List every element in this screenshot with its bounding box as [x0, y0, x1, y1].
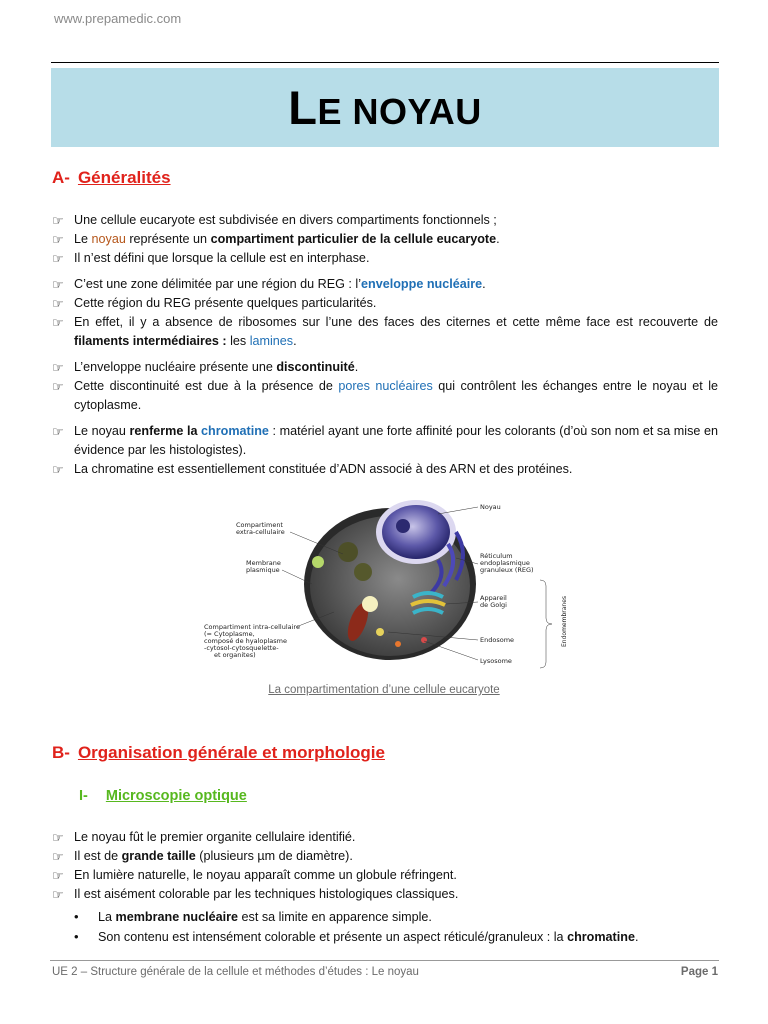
bold-term: discontinuité: [276, 360, 355, 374]
pointing-hand-icon: ☞: [52, 424, 64, 439]
bullet-text: Le: [74, 232, 92, 246]
bullet-text: Une cellule eucaryote est subdivisée en divers compartiments fonctionnels ;: [74, 213, 497, 227]
bullet-text: Il est aisément colorable par les techniques histologiques classiques.: [74, 887, 459, 901]
pointing-hand-icon: ☞: [52, 232, 64, 247]
bullet-text: .: [634, 930, 639, 944]
bullet-text: En lumière naturelle, le noyau apparaît comme un globule réfringent.: [74, 868, 457, 882]
pointing-hand-icon: ☞: [52, 315, 64, 330]
list-item: [52, 828, 718, 847]
pointing-hand-icon: ☞: [52, 849, 64, 864]
cell-diagram-figure: [198, 492, 578, 680]
label-intra: et organites): [214, 651, 256, 659]
site-url[interactable]: www.prepamedic.com: [54, 11, 182, 26]
list-item: [72, 907, 718, 927]
label-compartiment-extra: extra-cellulaire: [236, 528, 285, 536]
bullet-text: L’enveloppe nucléaire présente une: [74, 360, 277, 374]
section-a-letter: A-: [52, 168, 70, 187]
label-reg: endoplasmique: [480, 559, 530, 567]
pointing-hand-icon: ☞: [52, 296, 64, 311]
bold-term: chromatine: [567, 930, 635, 944]
page-title: [288, 80, 481, 135]
list-item: [52, 885, 718, 904]
title-rest: E NOYAU: [317, 91, 482, 132]
section-b-dot-list: [72, 907, 718, 947]
bullet-text: .: [354, 360, 359, 374]
bullet-text: représente un: [125, 232, 211, 246]
section-a-bullet-list: [52, 211, 718, 479]
pointing-hand-icon: ☞: [52, 360, 64, 375]
bullet-text: La chromatine est essentiellement constituée d’ADN associé à des ARN et des protéines.: [74, 462, 573, 476]
bullet-text: .: [496, 232, 500, 246]
bold-term: filaments intermédiaires :: [74, 334, 227, 348]
section-b-title: Organisation générale et morphologie: [77, 743, 385, 762]
bullet-text: Cette région du REG présente quelques particularités.: [74, 296, 377, 310]
section-b-bullet-list: [52, 828, 718, 904]
subsection-b1-numeral: I-: [79, 788, 88, 804]
bullet-text: : matériel ayant une forte affinité pour les colorants (d’où son nom et sa mise en évidence par les histologistes).: [74, 424, 718, 457]
section-a-heading: [52, 168, 171, 188]
bullet-text: les: [226, 334, 250, 348]
label-intra: -cytosol-cytosquelette-: [204, 644, 279, 652]
bullet-text: est sa limite en apparence simple.: [238, 910, 432, 924]
footer-title: UE 2 – Structure générale de la cellule et méthodes d’études : Le noyau: [52, 966, 419, 978]
list-item: [52, 249, 718, 268]
keyword-pores: pores nucléaires: [338, 379, 433, 393]
pointing-hand-icon: ☞: [52, 830, 64, 845]
label-reg: granuleux (REG): [480, 566, 534, 574]
title-divider: [51, 62, 719, 63]
list-item: [72, 927, 718, 947]
bullet-text: C’est une zone délimitée par une région du REG : l’: [74, 277, 362, 291]
subsection-b1-heading: [79, 788, 247, 804]
bullet-text: Il n’est défini que lorsque la cellule est en interphase.: [74, 251, 370, 265]
label-endosome: Endosome: [480, 636, 515, 644]
nucleus-shape: [382, 505, 450, 559]
bullet-text: qui contrôlent les échanges entre le noyau et le cytoplasme.: [74, 379, 718, 412]
bullet-text: Son contenu est intensément colorable et présente un aspect réticulé/granuleux : la: [98, 930, 568, 944]
bold-term: grande taille: [121, 849, 196, 863]
bold-term: renferme la: [129, 424, 198, 438]
label-membrane: Membrane: [246, 559, 281, 567]
bullet-text: Le noyau: [74, 424, 130, 438]
list-item: [52, 847, 718, 866]
label-membrane: plasmique: [246, 566, 280, 574]
list-item: [52, 294, 718, 313]
list-item: [52, 275, 718, 294]
nucleolus-shape: [396, 519, 410, 533]
bullet-text: .: [293, 334, 297, 348]
label-golgi: Appareil: [480, 594, 507, 602]
footer-divider: [50, 960, 719, 961]
label-compartiment-extra: Compartiment: [236, 521, 283, 529]
bullet-text: (plusieurs µm de diamètre).: [195, 849, 353, 863]
title-first-letter: L: [288, 81, 318, 134]
bold-term: compartiment particulier de la cellule eucaryote: [210, 232, 497, 246]
bullet-text: Le noyau fût le premier organite cellulaire identifié.: [74, 830, 356, 844]
bullet-text: En effet, il y a absence de ribosomes sur l’une des faces des citernes et cette même face est recouverte de: [74, 315, 718, 329]
title-block: [51, 62, 719, 147]
list-item: [52, 230, 718, 249]
pointing-hand-icon: ☞: [52, 213, 64, 228]
label-intra: composé de hyaloplasme: [204, 637, 287, 645]
label-noyau: Noyau: [480, 503, 501, 511]
title-band: [51, 68, 719, 147]
label-endomembranes: Endomembranes: [561, 595, 568, 647]
pointing-hand-icon: ☞: [52, 868, 64, 883]
label-intra: Compartiment intra-cellulaire: [204, 623, 300, 631]
list-item: [52, 866, 718, 885]
label-golgi: de Golgi: [480, 601, 507, 609]
pointing-hand-icon: ☞: [52, 887, 64, 902]
pointing-hand-icon: ☞: [52, 379, 64, 394]
bullet-text: La: [98, 910, 116, 924]
pointing-hand-icon: ☞: [52, 277, 64, 292]
bullet-dot-icon: •: [74, 929, 79, 944]
bullet-text: Il est de: [74, 849, 122, 863]
label-lysosome: Lysosome: [480, 657, 512, 665]
bold-term: membrane nucléaire: [115, 910, 239, 924]
section-b-letter: B-: [52, 743, 70, 762]
keyword-lamines: lamines: [249, 334, 294, 348]
figure-caption: La compartimentation d’une cellule eucaryote: [268, 684, 500, 696]
label-intra: (= Cytoplasme,: [204, 630, 255, 638]
keyword-chromatine: chromatine: [201, 424, 269, 438]
bullet-text: Cette discontinuité est due à la présence de: [74, 379, 339, 393]
list-item: [52, 422, 718, 460]
keyword-noyau: noyau: [91, 232, 126, 246]
subsection-b1-title: Microscopie optique: [105, 788, 247, 804]
section-b-heading: [52, 743, 385, 763]
label-reg: Réticulum: [480, 552, 513, 560]
bullet-dot-icon: •: [74, 909, 79, 924]
list-item: [52, 211, 718, 230]
list-item: [52, 358, 718, 377]
keyword-enveloppe: enveloppe nucléaire: [361, 277, 483, 291]
page-number: Page 1: [680, 966, 718, 978]
pointing-hand-icon: ☞: [52, 462, 64, 477]
list-item: [52, 377, 718, 415]
list-item: [52, 460, 718, 479]
list-item: [52, 313, 718, 351]
section-a-title: Généralités: [77, 168, 171, 187]
pointing-hand-icon: ☞: [52, 251, 64, 266]
bullet-text: .: [482, 277, 486, 291]
